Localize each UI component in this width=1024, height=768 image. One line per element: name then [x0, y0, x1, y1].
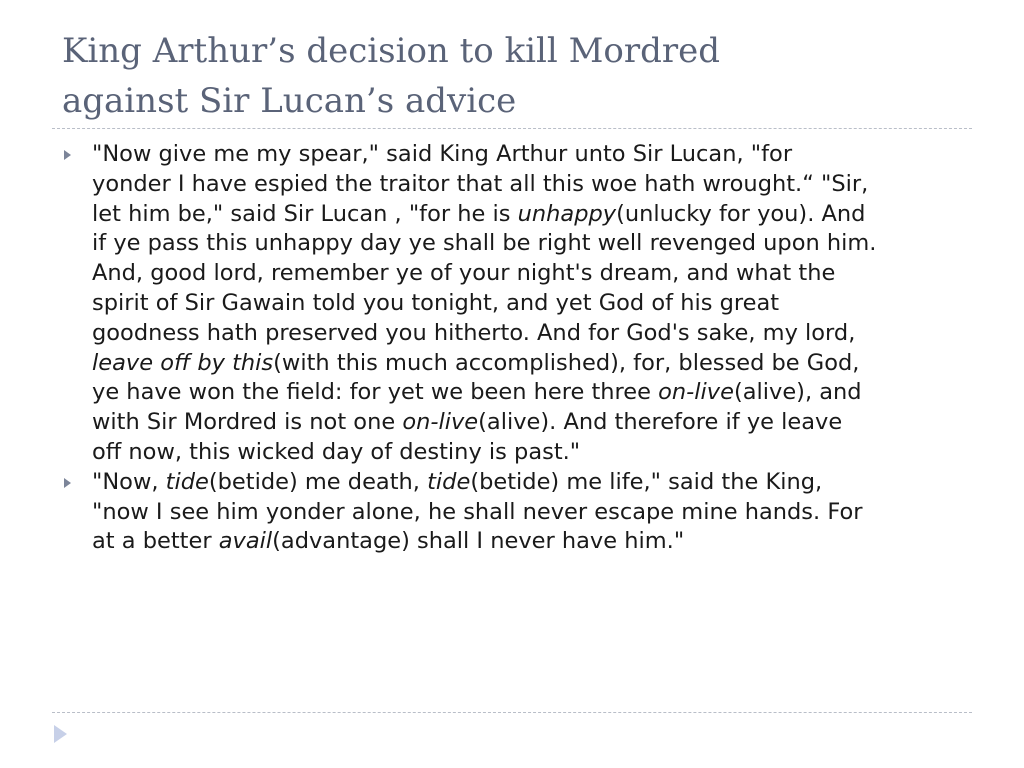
text-run: (alive), and: [733, 379, 862, 406]
text-run: yonder I have espied the traitor that all this woe hath wrought.“ "Sir,: [92, 170, 869, 197]
bullet-text-line: [92, 140, 970, 170]
text-run: goodness hath preserved you hitherto. And for God's sake, my lord,: [92, 319, 856, 346]
bullet-text-line: [92, 378, 970, 408]
glossed-word: tide: [427, 468, 471, 495]
title-line: against Sir Lucan’s advice: [62, 81, 517, 121]
text-run: (alive). And therefore if ye leave: [478, 409, 843, 436]
glossed-word: on-live: [658, 379, 734, 406]
text-run: (unlucky for you). And: [616, 200, 866, 227]
text-run: (with this much accomplished), for, blessed be God,: [273, 349, 860, 376]
text-run: (betide) me life," said the King,: [470, 468, 823, 495]
top-divider: [52, 128, 972, 129]
bullet-item: [58, 468, 970, 557]
glossed-word: avail: [218, 528, 273, 555]
glossed-word: on-live: [402, 409, 479, 436]
bullet-text-line: [92, 438, 970, 468]
text-run: spirit of Sir Gawain told you tonight, and yet God of his great: [92, 289, 780, 316]
glossed-word: tide: [165, 468, 209, 495]
bullet-text-line: [92, 289, 970, 319]
bullet-item: [58, 140, 970, 468]
text-run: (advantage) shall I never have him.": [272, 528, 685, 555]
bullet-arrow-icon: [64, 478, 71, 488]
bullet-text-line: [92, 408, 970, 438]
bullet-text-line: [92, 498, 970, 528]
bullet-text-line: [92, 200, 970, 230]
glossed-word: unhappy: [517, 200, 617, 227]
bullet-text-line: [92, 468, 970, 498]
text-run: if ye pass this unhappy day ye shall be right well revenged upon him.: [92, 230, 877, 257]
bullet-text-line: [92, 229, 970, 259]
next-slide-arrow-icon[interactable]: [54, 725, 67, 743]
text-run: ye have won the field: for yet we been here three: [92, 379, 659, 406]
bullet-text-line: [92, 349, 970, 379]
bullet-text-line: [92, 170, 970, 200]
bullet-text-line: [92, 319, 970, 349]
bullet-arrow-icon: [64, 150, 71, 160]
bullet-text-line: [92, 527, 970, 557]
text-run: (betide) me death,: [208, 468, 428, 495]
text-run: "Now,: [92, 468, 166, 495]
text-run: "now I see him yonder alone, he shall never escape mine hands. For: [92, 498, 863, 525]
glossed-word: leave off by this: [92, 349, 274, 376]
slide-title: [62, 26, 982, 126]
text-run: off now, this wicked day of destiny is past.": [92, 438, 581, 465]
bottom-divider: [52, 712, 972, 713]
bullet-list: [58, 140, 970, 557]
text-run: with Sir Mordred is not one: [92, 409, 403, 436]
bullet-text-line: [92, 259, 970, 289]
text-run: at a better: [92, 528, 219, 555]
title-line: King Arthur’s decision to kill Mordred: [62, 31, 721, 71]
text-run: let him be," said Sir Lucan , "for he is: [92, 200, 518, 227]
text-run: "Now give me my spear," said King Arthur unto Sir Lucan, "for: [92, 141, 793, 167]
text-run: And, good lord, remember ye of your night's dream, and what the: [92, 260, 836, 287]
